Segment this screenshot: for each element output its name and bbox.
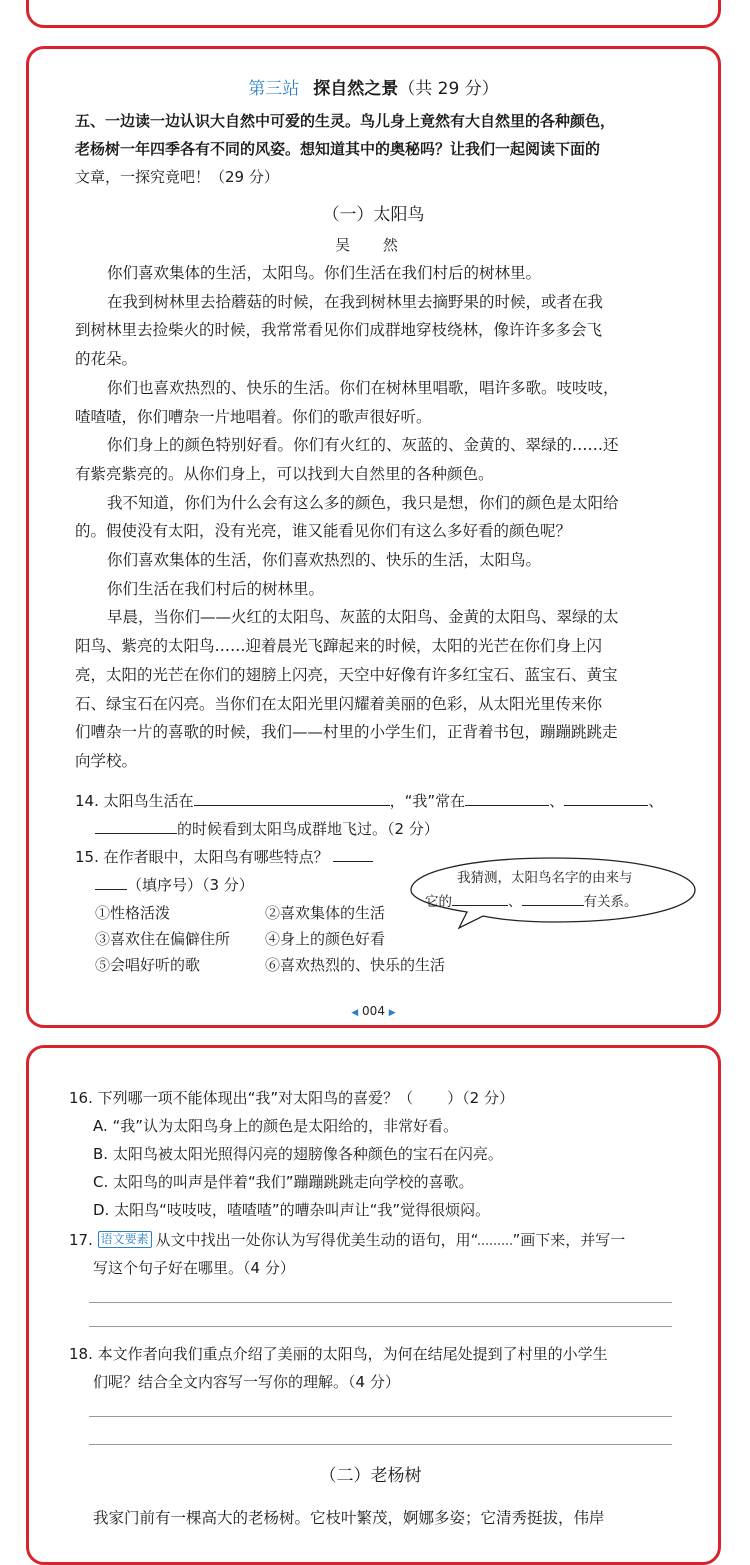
q16-option-a: A. “我”认为太阳鸟身上的颜色是太阳给的，非常好看。 bbox=[93, 1117, 459, 1135]
article1-line: 们嘈杂一片的喜歌的时候，我们——村里的小学生们，正背着书包，蹦蹦跳跳走 bbox=[75, 723, 618, 742]
q14-text-d: 、 bbox=[648, 792, 664, 810]
previous-card-frame bbox=[26, 0, 721, 28]
article-title-sun-bird: （一）太阳鸟 bbox=[322, 205, 425, 225]
station-score: （共 29 分） bbox=[398, 79, 499, 99]
intro-line-1: 五、一边读一边认识大自然中可爱的生灵。鸟儿身上竟然有大自然里的各种颜色， bbox=[75, 112, 616, 130]
next-arrow-icon: ▶ bbox=[388, 1008, 396, 1018]
question-16-stem bbox=[69, 1084, 672, 1112]
q15-option-2: ②喜欢集体的生活 bbox=[265, 904, 386, 922]
article1-line: 向学校。 bbox=[75, 751, 138, 770]
article1-line: 阳鸟、紫亮的太阳鸟……迎着晨光飞蹿起来的时候，太阳的光芒在你们身上闪 bbox=[75, 637, 603, 656]
article-title-old-poplar: （二）老杨树 bbox=[319, 1466, 422, 1486]
q15-option-4: ④身上的颜色好看 bbox=[265, 930, 386, 948]
q14-blank-2[interactable] bbox=[465, 787, 549, 806]
station-label: 第三站 bbox=[248, 79, 300, 99]
station-heading bbox=[75, 75, 672, 103]
q14-text-c: 、 bbox=[549, 792, 565, 810]
q16-stem-text: 16. 下列哪一项不能体现出“我”对太阳鸟的喜爱？（ bbox=[69, 1089, 414, 1107]
prev-arrow-icon: ◀ bbox=[351, 1008, 359, 1018]
page-number bbox=[75, 1004, 672, 1018]
q15-blank-1[interactable] bbox=[333, 843, 373, 862]
article1-line: 的花朵。 bbox=[75, 350, 138, 369]
article1-line: 在我到树林里去拾蘑菇的时候，在我到树林里去摘野果的时候，或者在我 bbox=[107, 292, 604, 311]
q17-answer-line-2[interactable] bbox=[89, 1326, 672, 1327]
q14-blank-3[interactable] bbox=[564, 787, 648, 806]
q16-option-b: B. 太阳鸟被太阳光照得闪亮的翅膀像各种颜色的宝石在闪亮。 bbox=[93, 1145, 503, 1163]
bubble-line-2 bbox=[425, 890, 638, 910]
question-17-line-1 bbox=[69, 1226, 672, 1254]
q18-answer-line-1[interactable] bbox=[89, 1416, 672, 1417]
article1-line: 你们也喜欢热烈的、快乐的生活。你们在树林里唱歌，唱许多歌。吱吱吱， bbox=[107, 378, 619, 397]
question-14-line-2 bbox=[75, 815, 672, 843]
q16-stem-end: ）（2 分） bbox=[447, 1089, 514, 1107]
q14-blank-4[interactable] bbox=[95, 815, 177, 834]
q17-text-a: 从文中找出一处你认为写得优美生动的语句，用“ bbox=[155, 1231, 479, 1249]
q14-text-a: 14. 太阳鸟生活在 bbox=[75, 792, 194, 810]
q15-options-row-3 bbox=[75, 951, 672, 979]
bubble-blank-1[interactable] bbox=[452, 891, 508, 906]
q16-option-c: C. 太阳鸟的叫声是伴着“我们”蹦蹦跳跳走向学校的喜歌。 bbox=[93, 1173, 474, 1191]
q14-blank-1[interactable] bbox=[194, 787, 390, 806]
question-17-line-2: 写这个句子好在哪里。（4 分） bbox=[93, 1259, 295, 1277]
q16-option-d: D. 太阳鸟“吱吱吱，喳喳喳”的嘈杂叫声让“我”觉得很烦闷。 bbox=[93, 1201, 491, 1219]
station-title: 探自然之景 bbox=[313, 79, 399, 99]
worksheet-card-page-004 bbox=[26, 46, 721, 1028]
q17-tag-badge: 语文要素 bbox=[98, 1231, 152, 1248]
q15-text-b: （填序号）（3 分） bbox=[127, 876, 254, 894]
article1-line: 你们喜欢集体的生活，太阳鸟。你们生活在我们村后的树林里。 bbox=[107, 264, 542, 282]
page-number-text: 004 bbox=[362, 1004, 385, 1018]
bubble-text-c: 有关系。 bbox=[583, 894, 638, 910]
wavy-underline-icon bbox=[478, 1233, 512, 1245]
article1-line: 你们生活在我们村后的树林里。 bbox=[107, 579, 325, 598]
q15-option-3: ③喜欢住在偏僻住所 bbox=[95, 930, 231, 948]
q17-text-b: ”画下来，并写一 bbox=[512, 1231, 626, 1249]
q15-option-6: ⑥喜欢热烈的、快乐的生活 bbox=[265, 956, 446, 974]
q15-option-5: ⑤会唱好听的歌 bbox=[95, 956, 201, 974]
article2-first-line: 我家门前有一棵高大的老杨树。它枝叶繁茂，婀娜多姿；它清秀挺拔，伟岸 bbox=[93, 1509, 605, 1527]
article1-line: 石、绿宝石在闪亮。当你们在太阳光里闪耀着美丽的色彩，从太阳光里传来你 bbox=[75, 694, 603, 713]
article1-line: 喳喳喳，你们嘈杂一片地唱着。你们的歌声很好听。 bbox=[75, 407, 432, 426]
bubble-text-a: 它的 bbox=[425, 894, 452, 910]
article-author: 吴 然 bbox=[335, 236, 412, 254]
question-18-line-1: 18. 本文作者向我们重点介绍了美丽的太阳鸟，为何在结尾处提到了村里的小学生 bbox=[69, 1345, 608, 1363]
question-14-line-1 bbox=[75, 787, 672, 815]
question-18-line-2: 们呢？结合全文内容写一写你的理解。（4 分） bbox=[93, 1373, 400, 1391]
article1-line: 早晨，当你们——火红的太阳鸟、灰蓝的太阳鸟、金黄的太阳鸟、翠绿的太 bbox=[107, 608, 619, 627]
intro-line-2: 老杨树一年四季各有不同的风姿。想知道其中的奥秘吗？让我们一起阅读下面的 bbox=[75, 140, 601, 158]
bubble-line-1: 我猜测，太阳鸟名字的由来与 bbox=[457, 870, 633, 886]
q18-answer-line-2[interactable] bbox=[89, 1444, 672, 1445]
article1-line: 你们喜欢集体的生活，你们喜欢热烈的、快乐的生活，太阳鸟。 bbox=[107, 551, 542, 569]
card-content-2 bbox=[69, 1048, 672, 1548]
q14-text-e: 的时候看到太阳鸟成群地飞过。（2 分） bbox=[177, 820, 439, 838]
article1-line: 的。假使没有太阳，没有光亮，谁又能看见你们有这么多好看的颜色呢？ bbox=[75, 522, 572, 541]
bubble-blank-2[interactable] bbox=[522, 891, 584, 906]
q17-answer-line-1[interactable] bbox=[89, 1302, 672, 1303]
article1-line: 到树林里去捡柴火的时候，我常常看见你们成群地穿枝绕林，像许许多多会飞 bbox=[75, 321, 603, 340]
q15-text-a: 15. 在作者眼中，太阳鸟有哪些特点？ bbox=[75, 848, 329, 866]
bubble-text-b: 、 bbox=[508, 894, 522, 910]
article1-line: 你们身上的颜色特别好看。你们有火红的、灰蓝的、金黄的、翠绿的……还 bbox=[107, 436, 619, 455]
intro-line-3: 文章，一探究竟吧！（29 分） bbox=[75, 168, 279, 186]
article1-line: 我不知道，你们为什么会有这么多的颜色，我只是想，你们的颜色是太阳给 bbox=[107, 493, 619, 512]
article1-line: 亮，太阳的光芒在你们的翅膀上闪亮，天空中好像有许多红宝石、蓝宝石、黄宝 bbox=[75, 665, 618, 684]
q15-options-row-2 bbox=[75, 925, 672, 953]
q15-option-1: ①性格活泼 bbox=[95, 904, 171, 922]
worksheet-card-next bbox=[26, 1045, 721, 1565]
q15-blank-2[interactable] bbox=[95, 871, 127, 890]
article1-line: 有紫亮紫亮的。从你们身上，可以找到大自然里的各种颜色。 bbox=[75, 464, 494, 483]
hint-speech-bubble bbox=[407, 854, 699, 924]
q14-text-b: ，“我”常在 bbox=[389, 792, 466, 810]
q17-number: 17. bbox=[69, 1231, 93, 1249]
